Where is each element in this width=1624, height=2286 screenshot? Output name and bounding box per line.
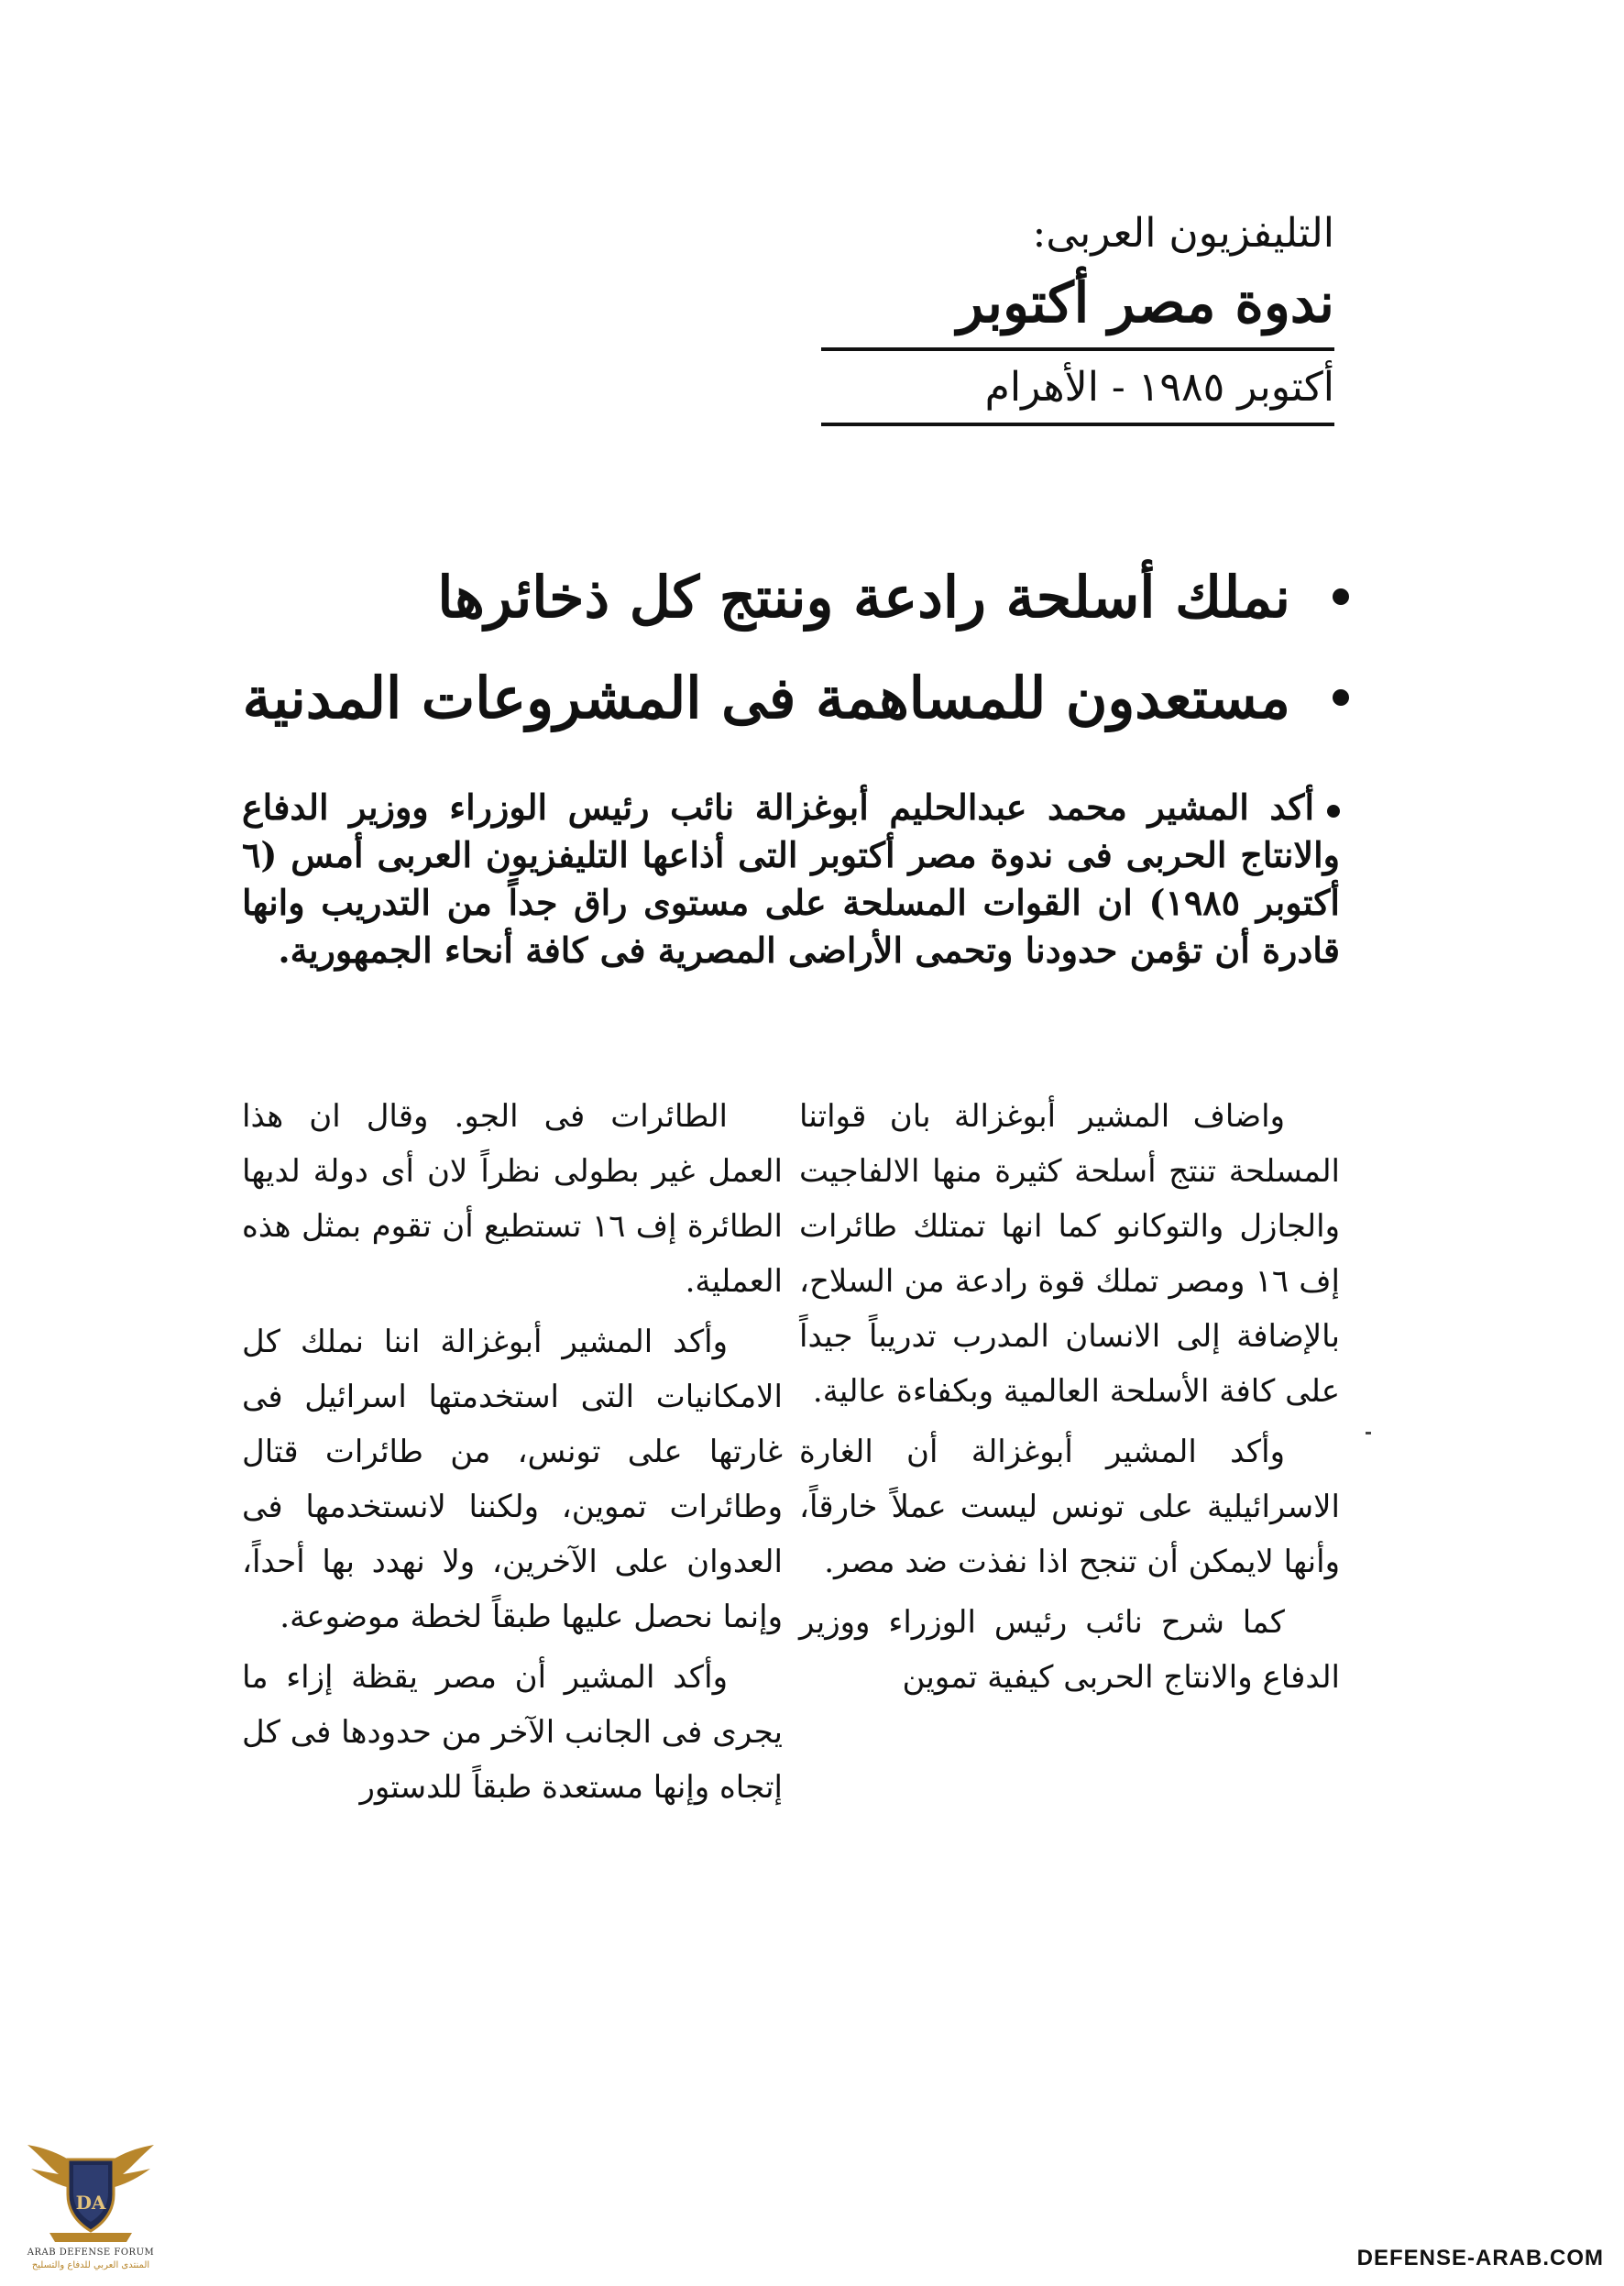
column-left <box>242 1089 783 1820</box>
headline-2 <box>238 647 1349 748</box>
logo-mark-text: DA <box>75 2192 106 2214</box>
paragraph: كما شرح نائب رئيس الوزراء ووزير الدفاع والانتاج الحربى كيفية تموين <box>799 1604 1340 1696</box>
paragraph: واضاف المشير أبوغزالة بان قواتنا المسلحة تنتج أسلحة كثيرة منها الالفاجيت والجازل والتوكانو كما انها تمتلك طائرات إف ١٦ ومصر تملك قوة رادعة من السلاح، بالإضافة إلى الانسان المدرب تدريباً جيداً على كافة الأسلحة العالمية وبكفاءة عالية. <box>799 1098 1340 1410</box>
logo-caption-en: ARAB DEFENSE FORUM <box>27 2248 155 2258</box>
headlines <box>238 546 1349 748</box>
article-title: ندوة مصر أكتوبر <box>821 267 1334 351</box>
paragraph: وأكد المشير أن مصر يقظة إزاء ما يجرى فى الجانب الآخر من حدودها فى كل إتجاه وإنها مستعدة طبقاً للدستور <box>242 1659 783 1806</box>
article-header <box>821 206 1334 426</box>
paragraph: الطائرات فى الجو. وقال ان هذا العمل غير بطولى نظراً لان أى دولة لديها الطائرة إف ١٦ تستطيع أن تقوم بمثل هذه العملية. <box>242 1098 784 1300</box>
lead-paragraph <box>242 784 1340 974</box>
body-columns <box>242 1089 1340 1877</box>
paragraph: وأكد المشير أبوغزالة اننا نملك كل الامكانيات التى استخدمتها اسرائيل فى غارتها على تونس، من طائرات قتال وطائرات تموين، ولكننا لانستخدمها فى العدوان على الآخرين، ولا نهدد بها أحداً، وإنما نحصل عليها طبقاً لخطة موضوعة. <box>242 1324 783 1635</box>
bullet-icon <box>1327 805 1340 818</box>
eagle-shield-icon <box>22 2121 159 2249</box>
logo-caption-ar: المنتدى العربي للدفاع والتسليح <box>31 2260 150 2270</box>
headline-text: نملك أسلحة رادعة وننتج كل ذخائرها <box>437 563 1290 631</box>
margin-mark <box>1366 1432 1371 1434</box>
site-url[interactable]: DEFENSE-ARAB.COM <box>1356 2246 1604 2270</box>
lead-text: أكد المشير محمد عبدالحليم أبوغزالة نائب رئيس الوزراء ووزير الدفاع والانتاج الحربى فى ندوة مصر أكتوبر التى أذاعها التليفزيون العربى أمس (٦ أكتوبر ١٩٨٥) ان القوات المسلحة على مستوى راق جداً من التدريب وانها قادرة أن تؤمن حدودنا وتحمى الأراضى المصرية فى كافة أنحاء الجمهورية. <box>242 786 1340 971</box>
bullet-icon <box>1333 588 1349 605</box>
column-right <box>799 1089 1340 1710</box>
bullet-icon <box>1333 689 1349 706</box>
headline-1 <box>238 546 1349 647</box>
source-label: التليفزيون العربى: <box>1032 210 1334 257</box>
forum-logo <box>22 2121 159 2277</box>
paragraph: وأكد المشير أبوغزالة أن الغارة الاسرائيلية على تونس ليست عملاً خارقاً، وأنها لايمكن أن تنجح اذا نفذت ضد مصر. <box>799 1434 1340 1580</box>
headline-text: مستعدون للمساهمة فى المشروعات المدنية <box>242 664 1290 731</box>
article-date: أكتوبر ١٩٨٥ - الأهرام <box>821 358 1334 426</box>
